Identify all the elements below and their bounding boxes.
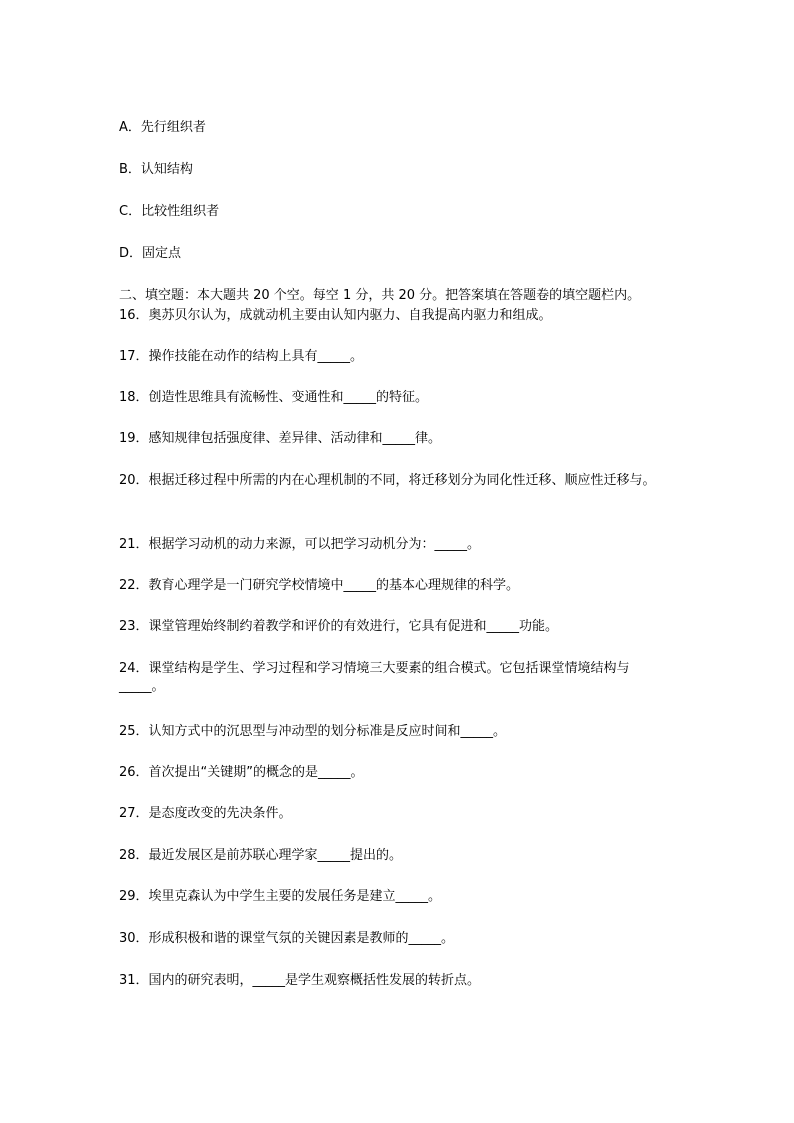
question-26: 26．首次提出“关键期”的概念的是_____。 [119, 765, 364, 780]
question-29: 29．埃里克森认为中学生主要的发展任务是建立_____。 [119, 889, 442, 904]
question-21: 21．根据学习动机的动力来源，可以把学习动机分为：_____。 [119, 537, 481, 552]
question-16: 16．奥苏贝尔认为，成就动机主要由认知内驱力、自我提高内驱力和组成。 [119, 308, 552, 323]
question-24: 24．课堂结构是学生、学习过程和学习情境三大要素的组合模式。它包括课堂情境结构与_____。 [119, 661, 630, 694]
question-28: 28．最近发展区是前苏联心理学家_____提出的。 [119, 848, 403, 863]
option-a: A．先行组织者 [119, 120, 206, 135]
question-20: 20．根据迁移过程中所需的内在心理机制的不同，将迁移划分为同化性迁移、顺应性迁移与。 [119, 473, 656, 488]
option-d: D．固定点 [119, 246, 182, 261]
question-22: 22．教育心理学是一门研究学校情境中_____的基本心理规律的科学。 [119, 578, 520, 593]
question-25: 25．认知方式中的沉思型与冲动型的划分标准是反应时间和_____。 [119, 724, 507, 739]
option-c: C．比较性组织者 [119, 204, 220, 219]
section-heading-fill-in: 二、填空题：本大题共 20 个空。每空 1 分，共 20 分。把答案填在答题卷的填空题栏内。 [119, 288, 641, 303]
option-b: B．认知结构 [119, 162, 193, 177]
question-19: 19．感知规律包括强度律、差异律、活动律和_____律。 [119, 431, 442, 446]
question-30: 30．形成积极和谐的课堂气氛的关键因素是教师的_____。 [119, 931, 455, 946]
question-18: 18．创造性思维具有流畅性、变通性和_____的特征。 [119, 390, 429, 405]
question-17: 17．操作技能在动作的结构上具有_____。 [119, 349, 364, 364]
question-31: 31．国内的研究表明，_____是学生观察概括性发展的转折点。 [119, 973, 481, 988]
question-27: 27．是态度改变的先决条件。 [119, 806, 292, 821]
question-23: 23．课堂管理始终制约着教学和评价的有效进行，它具有促进和_____功能。 [119, 619, 559, 634]
